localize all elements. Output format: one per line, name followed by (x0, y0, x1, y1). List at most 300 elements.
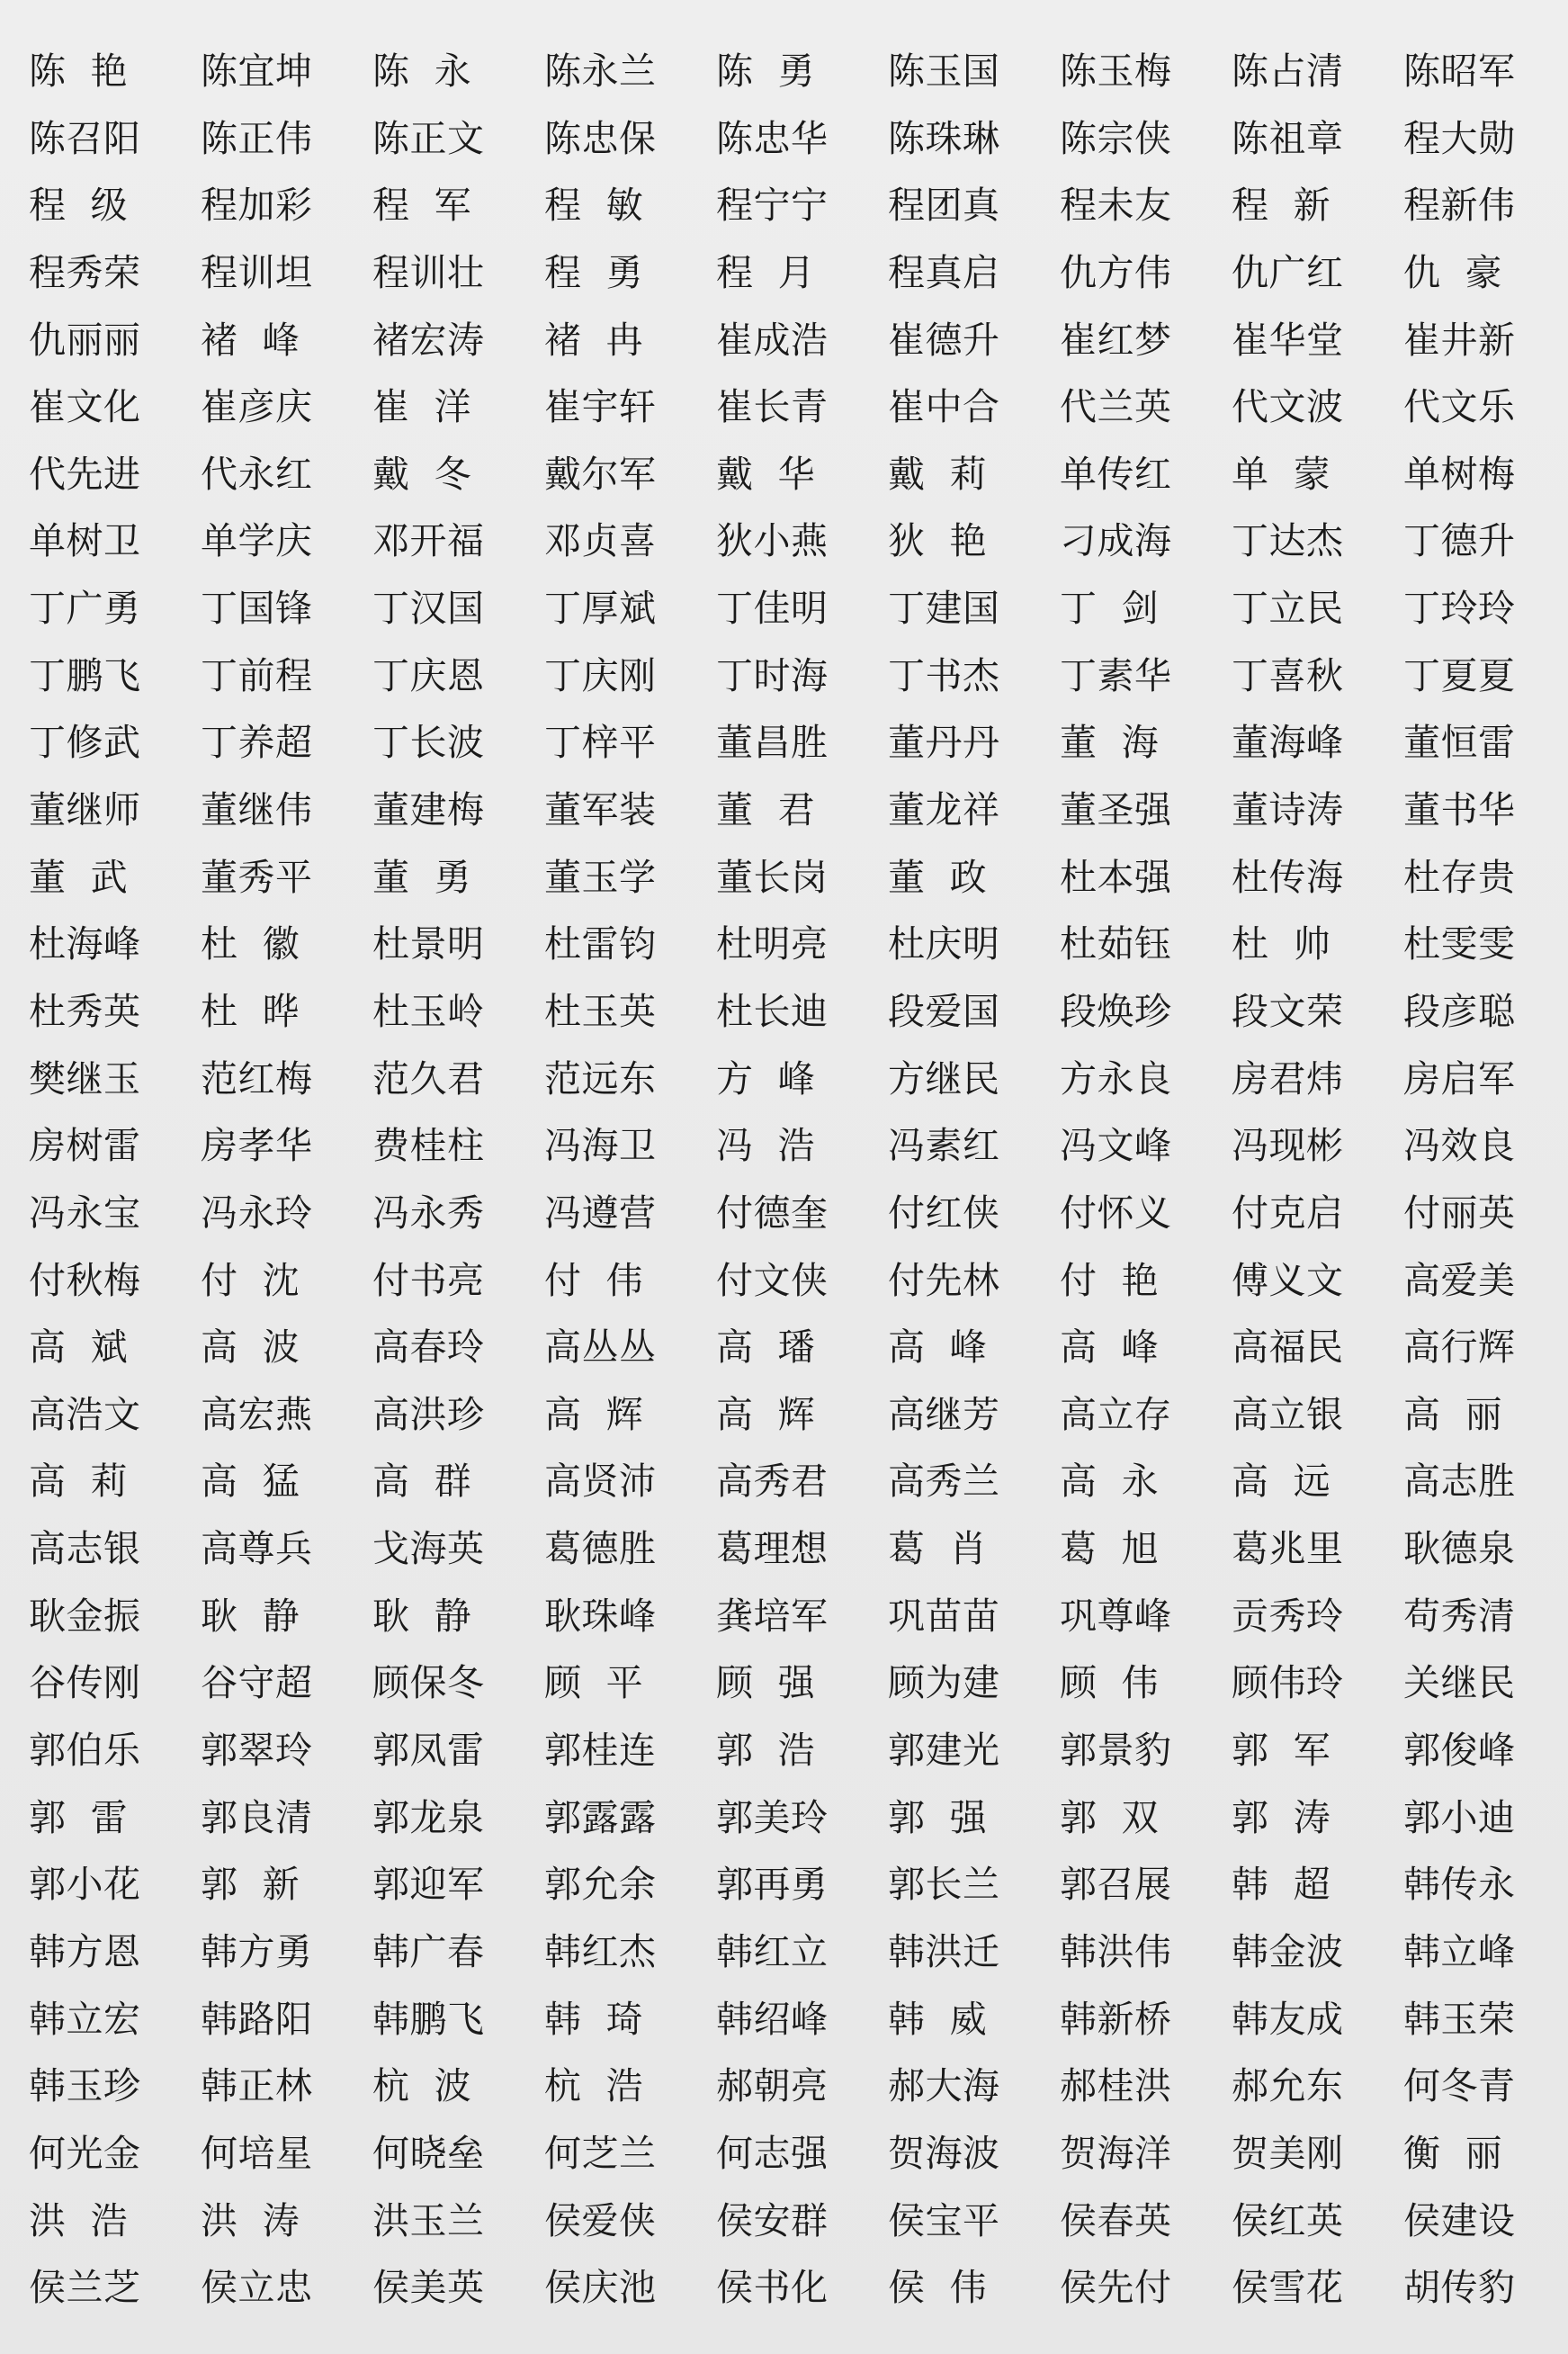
name-entry: 陈正伟 (201, 116, 313, 160)
name-entry: 程训坦 (201, 250, 313, 294)
name-entry: 郭美玲 (716, 1795, 829, 1839)
name-entry: 丁素华 (1060, 653, 1172, 697)
name-entry: 郭允余 (544, 1863, 657, 1907)
name-entry: 崔成浩 (716, 318, 829, 362)
name-entry: 巩苗苗 (888, 1594, 1000, 1638)
name-entry: 郭景豹 (1060, 1729, 1172, 1773)
name-entry: 戴尔军 (544, 452, 657, 496)
name-entry: 耿珠峰 (544, 1594, 657, 1638)
name-entry: 陈 艳 (29, 49, 129, 93)
name-entry: 邓贞喜 (544, 519, 657, 563)
name-entry: 郭 雷 (29, 1795, 129, 1839)
name-entry: 葛德胜 (544, 1527, 657, 1571)
name-entry: 丁佳明 (716, 587, 829, 631)
name-entry: 高行辉 (1403, 1325, 1516, 1370)
name-entry: 韩方勇 (201, 1929, 313, 1973)
name-entry: 韩新桥 (1060, 1997, 1172, 2041)
name-entry: 程 军 (372, 184, 472, 228)
name-entry: 刁成海 (1060, 519, 1172, 563)
name-entry: 贺海洋 (1060, 2131, 1172, 2175)
name-entry: 谷守超 (201, 1661, 313, 1705)
name-list-grid (29, 38, 1563, 2322)
name-entry: 杜雷钧 (544, 922, 657, 966)
name-entry: 高爱美 (1403, 1258, 1516, 1302)
name-entry: 丁玲玲 (1403, 587, 1516, 631)
name-entry: 韩红杰 (544, 1929, 657, 1973)
name-entry: 侯美英 (372, 2266, 485, 2310)
name-entry: 郭小花 (29, 1863, 141, 1907)
name-entry: 耿 静 (201, 1594, 300, 1638)
name-entry: 郭龙泉 (372, 1795, 485, 1839)
name-entry: 戴 华 (716, 452, 816, 496)
name-entry: 代文乐 (1403, 385, 1516, 429)
name-entry: 郭建光 (888, 1729, 1000, 1773)
name-entry: 代兰英 (1060, 385, 1172, 429)
name-entry: 戈海英 (372, 1527, 485, 1571)
name-entry: 程加彩 (201, 184, 313, 228)
name-entry: 韩方恩 (29, 1929, 141, 1973)
name-entry: 董海峰 (1232, 721, 1344, 765)
name-entry: 高丛丛 (544, 1325, 657, 1370)
name-entry: 崔红梦 (1060, 318, 1172, 362)
name-entry: 顾 伟 (1060, 1661, 1160, 1705)
name-entry: 韩传永 (1403, 1863, 1516, 1907)
name-entry: 杜海峰 (29, 922, 141, 966)
name-entry: 丁夏夏 (1403, 653, 1516, 697)
name-entry: 侯先付 (1060, 2266, 1172, 2310)
name-entry: 高福民 (1232, 1325, 1344, 1370)
name-entry: 关继民 (1403, 1661, 1516, 1705)
name-entry: 高志银 (29, 1527, 141, 1571)
name-entry: 葛 肖 (888, 1527, 988, 1571)
name-entry: 郭凤雷 (372, 1729, 485, 1773)
name-entry: 冯永宝 (29, 1190, 141, 1235)
name-entry: 丁国锋 (201, 587, 313, 631)
name-entry: 程 敏 (544, 184, 644, 228)
name-entry: 高 莉 (29, 1460, 129, 1504)
name-entry: 房君炜 (1232, 1056, 1344, 1101)
name-entry: 崔德升 (888, 318, 1000, 362)
name-entry: 付秋梅 (29, 1258, 141, 1302)
name-entry: 丁书杰 (888, 653, 1000, 697)
name-entry: 仇丽丽 (29, 318, 141, 362)
name-entry: 高 永 (1060, 1460, 1160, 1504)
name-entry: 董 勇 (372, 855, 472, 899)
name-entry: 丁 剑 (1060, 587, 1160, 631)
name-entry: 狄 艳 (888, 519, 988, 563)
name-entry: 崔井新 (1403, 318, 1516, 362)
name-entry: 高 群 (372, 1460, 472, 1504)
name-entry: 董秀平 (201, 855, 313, 899)
name-entry: 陈正文 (372, 116, 485, 160)
name-entry: 董丹丹 (888, 721, 1000, 765)
name-entry: 韩红立 (716, 1929, 829, 1973)
name-entry: 付 沈 (201, 1258, 300, 1302)
name-entry: 杜传海 (1232, 855, 1344, 899)
name-entry: 胡传豹 (1403, 2266, 1516, 2310)
name-entry: 韩洪伟 (1060, 1929, 1172, 1973)
name-entry: 冯海卫 (544, 1124, 657, 1168)
name-entry: 谷传刚 (29, 1661, 141, 1705)
name-entry: 冯效良 (1403, 1124, 1516, 1168)
name-entry: 冯文峰 (1060, 1124, 1172, 1168)
name-entry: 董建梅 (372, 788, 485, 832)
name-entry: 仇广红 (1232, 250, 1344, 294)
name-entry: 巩尊峰 (1060, 1594, 1172, 1638)
name-entry: 郭迎军 (372, 1863, 485, 1907)
name-entry: 高 丽 (1403, 1392, 1503, 1436)
name-entry: 代文波 (1232, 385, 1344, 429)
name-entry: 高立银 (1232, 1392, 1344, 1436)
name-entry: 顾为建 (888, 1661, 1000, 1705)
name-entry: 段文荣 (1232, 989, 1344, 1033)
name-entry: 高 峰 (1060, 1325, 1160, 1370)
name-entry: 郝朝亮 (716, 2064, 829, 2108)
name-entry: 房孝华 (201, 1124, 313, 1168)
name-entry: 郝大海 (888, 2064, 1000, 2108)
name-entry: 单 蒙 (1232, 452, 1331, 496)
name-entry: 代永红 (201, 452, 313, 496)
name-entry: 付 伟 (544, 1258, 644, 1302)
name-entry: 高 波 (201, 1325, 300, 1370)
name-entry: 崔文化 (29, 385, 141, 429)
name-entry: 高浩文 (29, 1392, 141, 1436)
name-entry: 冯遵营 (544, 1190, 657, 1235)
name-entry: 丁喜秋 (1232, 653, 1344, 697)
name-entry: 丁厚斌 (544, 587, 657, 631)
name-entry: 郭俊峰 (1403, 1729, 1516, 1773)
name-entry: 陈宜坤 (201, 49, 313, 93)
name-entry: 侯爱侠 (544, 2198, 657, 2242)
name-entry: 高洪珍 (372, 1392, 485, 1436)
name-entry: 陈玉国 (888, 49, 1000, 93)
name-entry: 高尊兵 (201, 1527, 313, 1571)
name-entry: 郭 浩 (716, 1729, 816, 1773)
name-entry: 高贤沛 (544, 1460, 657, 1504)
name-entry: 郝桂洪 (1060, 2064, 1172, 2108)
name-entry: 郭 强 (888, 1795, 988, 1839)
name-entry: 范远东 (544, 1056, 657, 1101)
name-entry: 傅义文 (1232, 1258, 1344, 1302)
name-entry: 洪玉兰 (372, 2198, 485, 2242)
name-entry: 郭 涛 (1232, 1795, 1331, 1839)
name-entry: 程训壮 (372, 250, 485, 294)
name-entry: 郭召展 (1060, 1863, 1172, 1907)
name-entry: 何晓垒 (372, 2131, 485, 2175)
name-entry: 顾 平 (544, 1661, 644, 1705)
name-entry: 高 璠 (716, 1325, 816, 1370)
name-entry: 高春玲 (372, 1325, 485, 1370)
name-entry: 侯立忠 (201, 2266, 313, 2310)
name-entry: 董玉学 (544, 855, 657, 899)
name-entry: 韩路阳 (201, 1997, 313, 2041)
name-entry: 高志胜 (1403, 1460, 1516, 1504)
name-entry: 杜庆明 (888, 922, 1000, 966)
name-entry: 何光金 (29, 2131, 141, 2175)
name-entry: 杜明亮 (716, 922, 829, 966)
name-entry: 程未友 (1060, 184, 1172, 228)
name-entry: 高秀兰 (888, 1460, 1000, 1504)
name-entry: 何冬青 (1403, 2064, 1516, 2108)
name-entry: 董恒雷 (1403, 721, 1516, 765)
name-entry: 程真启 (888, 250, 1000, 294)
name-entry: 洪 浩 (29, 2198, 129, 2242)
name-entry: 董继伟 (201, 788, 313, 832)
name-entry: 韩 琦 (544, 1997, 644, 2041)
name-entry: 杜玉岭 (372, 989, 485, 1033)
name-entry: 郭露露 (544, 1795, 657, 1839)
name-entry: 丁达杰 (1232, 519, 1344, 563)
name-entry: 葛兆里 (1232, 1527, 1344, 1571)
name-entry: 单传红 (1060, 452, 1172, 496)
name-entry: 陈忠华 (716, 116, 829, 160)
name-entry: 单树卫 (29, 519, 141, 563)
name-entry: 郝允东 (1232, 2064, 1344, 2108)
name-entry: 杜雯雯 (1403, 922, 1516, 966)
name-entry: 顾 强 (716, 1661, 816, 1705)
name-entry: 方永良 (1060, 1056, 1172, 1101)
name-entry: 杜玉英 (544, 989, 657, 1033)
name-entry: 董书华 (1403, 788, 1516, 832)
name-entry: 韩绍峰 (716, 1997, 829, 2041)
name-entry: 陈珠琳 (888, 116, 1000, 160)
name-entry: 高继芳 (888, 1392, 1000, 1436)
name-entry: 丁养超 (201, 721, 313, 765)
name-entry: 程秀荣 (29, 250, 141, 294)
name-entry: 段爱国 (888, 989, 1000, 1033)
name-entry: 丁德升 (1403, 519, 1516, 563)
name-entry: 狄小燕 (716, 519, 829, 563)
name-entry: 杜存贵 (1403, 855, 1516, 899)
name-entry: 高 辉 (544, 1392, 644, 1436)
name-entry: 丁前程 (201, 653, 313, 697)
name-entry: 陈祖章 (1232, 116, 1344, 160)
name-entry: 仇方伟 (1060, 250, 1172, 294)
name-entry: 侯红英 (1232, 2198, 1344, 2242)
name-entry: 丁汉国 (372, 587, 485, 631)
name-entry: 郭桂连 (544, 1729, 657, 1773)
name-entry: 丁长波 (372, 721, 485, 765)
name-entry: 丁广勇 (29, 587, 141, 631)
name-entry: 付红侠 (888, 1190, 1000, 1235)
name-entry: 郭长兰 (888, 1863, 1000, 1907)
name-entry: 高 斌 (29, 1325, 129, 1370)
name-entry: 陈 永 (372, 49, 472, 93)
name-entry: 侯春英 (1060, 2198, 1172, 2242)
name-entry: 高 辉 (716, 1392, 816, 1436)
name-entry: 郭 军 (1232, 1729, 1331, 1773)
name-entry: 邓开福 (372, 519, 485, 563)
name-entry: 程大勋 (1403, 116, 1516, 160)
name-entry: 衡 丽 (1403, 2131, 1503, 2175)
name-entry: 崔华堂 (1232, 318, 1344, 362)
name-entry: 董继师 (29, 788, 141, 832)
name-entry: 丁梓平 (544, 721, 657, 765)
name-entry: 董 海 (1060, 721, 1160, 765)
name-entry: 杜长迪 (716, 989, 829, 1033)
name-entry: 仇 豪 (1403, 250, 1503, 294)
name-entry: 韩立峰 (1403, 1929, 1516, 1973)
name-entry: 侯雪花 (1232, 2266, 1344, 2310)
name-entry: 郭伯乐 (29, 1729, 141, 1773)
name-entry: 高立存 (1060, 1392, 1172, 1436)
name-entry: 陈永兰 (544, 49, 657, 93)
name-entry: 陈召阳 (29, 116, 141, 160)
name-entry: 褚 峰 (201, 318, 300, 362)
name-entry: 杜 徽 (201, 922, 300, 966)
name-entry: 丁庆恩 (372, 653, 485, 697)
name-entry: 陈忠保 (544, 116, 657, 160)
name-entry: 杭 浩 (544, 2064, 644, 2108)
name-entry: 何培星 (201, 2131, 313, 2175)
name-entry: 丁庆刚 (544, 653, 657, 697)
name-entry: 程 新 (1232, 184, 1331, 228)
name-entry: 方继民 (888, 1056, 1000, 1101)
name-entry: 侯宝平 (888, 2198, 1000, 2242)
name-entry: 杜 帅 (1232, 922, 1331, 966)
name-entry: 陈占清 (1232, 49, 1344, 93)
name-entry: 方 峰 (716, 1056, 816, 1101)
name-entry: 韩正林 (201, 2064, 313, 2108)
name-entry: 陈昭军 (1403, 49, 1516, 93)
name-entry: 侯兰芝 (29, 2266, 141, 2310)
name-entry: 丁修武 (29, 721, 141, 765)
name-entry: 陈 勇 (716, 49, 816, 93)
name-entry: 苟秀清 (1403, 1594, 1516, 1638)
name-entry: 房树雷 (29, 1124, 141, 1168)
name-entry: 董军装 (544, 788, 657, 832)
name-entry: 戴 莉 (888, 452, 988, 496)
name-entry: 单学庆 (201, 519, 313, 563)
name-entry: 顾保冬 (372, 1661, 485, 1705)
name-entry: 韩洪迁 (888, 1929, 1000, 1973)
name-entry: 耿德泉 (1403, 1527, 1516, 1571)
name-entry: 崔 洋 (372, 385, 472, 429)
name-entry: 丁时海 (716, 653, 829, 697)
name-entry: 顾伟玲 (1232, 1661, 1344, 1705)
name-entry: 郭翠玲 (201, 1729, 313, 1773)
name-entry: 侯安群 (716, 2198, 829, 2242)
name-entry: 侯建设 (1403, 2198, 1516, 2242)
name-entry: 高 猛 (201, 1460, 300, 1504)
name-entry: 付 艳 (1060, 1258, 1160, 1302)
name-entry: 范久君 (372, 1056, 485, 1101)
name-entry: 郭良清 (201, 1795, 313, 1839)
name-entry: 崔宇轩 (544, 385, 657, 429)
name-entry: 代先进 (29, 452, 141, 496)
name-entry: 丁立民 (1232, 587, 1344, 631)
name-entry: 冯永秀 (372, 1190, 485, 1235)
name-entry: 付先林 (888, 1258, 1000, 1302)
name-entry: 韩立宏 (29, 1997, 141, 2041)
name-entry: 房启军 (1403, 1056, 1516, 1101)
name-entry: 戴 冬 (372, 452, 472, 496)
name-entry: 葛 旭 (1060, 1527, 1160, 1571)
name-entry: 董 政 (888, 855, 988, 899)
name-entry: 崔中合 (888, 385, 1000, 429)
name-entry: 董诗涛 (1232, 788, 1344, 832)
name-entry: 洪 涛 (201, 2198, 300, 2242)
name-entry: 褚 冉 (544, 318, 644, 362)
name-entry: 韩鹏飞 (372, 1997, 485, 2041)
name-entry: 杜景明 (372, 922, 485, 966)
name-entry: 何芝兰 (544, 2131, 657, 2175)
name-entry: 韩玉荣 (1403, 1997, 1516, 2041)
name-entry: 韩 威 (888, 1997, 988, 2041)
name-entry: 陈宗侠 (1060, 116, 1172, 160)
name-entry: 冯素红 (888, 1124, 1000, 1168)
name-entry: 耿 静 (372, 1594, 472, 1638)
name-entry: 高宏燕 (201, 1392, 313, 1436)
name-entry: 董 武 (29, 855, 129, 899)
name-entry: 郭再勇 (716, 1863, 829, 1907)
name-entry: 贡秀玲 (1232, 1594, 1344, 1638)
name-entry: 冯 浩 (716, 1124, 816, 1168)
name-entry: 程宁宁 (716, 184, 829, 228)
name-entry: 韩金波 (1232, 1929, 1344, 1973)
name-entry: 郭 双 (1060, 1795, 1160, 1839)
name-entry: 何志强 (716, 2131, 829, 2175)
name-entry: 付文侠 (716, 1258, 829, 1302)
name-entry: 丁鹏飞 (29, 653, 141, 697)
name-entry: 杜本强 (1060, 855, 1172, 899)
name-entry: 贺海波 (888, 2131, 1000, 2175)
name-entry: 韩友成 (1232, 1997, 1344, 2041)
name-entry: 程团真 (888, 184, 1000, 228)
name-entry: 贺美刚 (1232, 2131, 1344, 2175)
name-entry: 葛理想 (716, 1527, 829, 1571)
name-entry: 杜秀英 (29, 989, 141, 1033)
name-entry: 杜茹钰 (1060, 922, 1172, 966)
name-entry: 范红梅 (201, 1056, 313, 1101)
name-entry: 褚宏涛 (372, 318, 485, 362)
name-entry: 韩广春 (372, 1929, 485, 1973)
name-entry: 董长岗 (716, 855, 829, 899)
name-entry: 高 峰 (888, 1325, 988, 1370)
name-entry: 付德奎 (716, 1190, 829, 1235)
name-entry: 韩玉珍 (29, 2064, 141, 2108)
name-entry: 龚培军 (716, 1594, 829, 1638)
name-entry: 段彦聪 (1403, 989, 1516, 1033)
name-entry: 单树梅 (1403, 452, 1516, 496)
name-entry: 董昌胜 (716, 721, 829, 765)
name-entry: 杜 晔 (201, 989, 300, 1033)
name-entry: 侯 伟 (888, 2266, 988, 2310)
name-entry: 董 君 (716, 788, 816, 832)
name-entry: 郭小迪 (1403, 1795, 1516, 1839)
name-entry: 郭 新 (201, 1863, 300, 1907)
name-entry: 樊继玉 (29, 1056, 141, 1101)
name-entry: 付怀义 (1060, 1190, 1172, 1235)
name-entry: 侯书化 (716, 2266, 829, 2310)
name-entry: 董龙祥 (888, 788, 1000, 832)
name-entry: 程 勇 (544, 250, 644, 294)
name-entry: 付克启 (1232, 1190, 1344, 1235)
name-entry: 高秀君 (716, 1460, 829, 1504)
name-entry: 陈玉梅 (1060, 49, 1172, 93)
name-entry: 丁建国 (888, 587, 1000, 631)
name-entry: 付书亮 (372, 1258, 485, 1302)
name-entry: 侯庆池 (544, 2266, 657, 2310)
name-entry: 冯现彬 (1232, 1124, 1344, 1168)
name-entry: 杭 波 (372, 2064, 472, 2108)
name-entry: 段焕珍 (1060, 989, 1172, 1033)
name-entry: 韩 超 (1232, 1863, 1331, 1907)
name-entry: 耿金振 (29, 1594, 141, 1638)
name-entry: 程新伟 (1403, 184, 1516, 228)
name-entry: 崔彦庆 (201, 385, 313, 429)
name-entry: 董圣强 (1060, 788, 1172, 832)
